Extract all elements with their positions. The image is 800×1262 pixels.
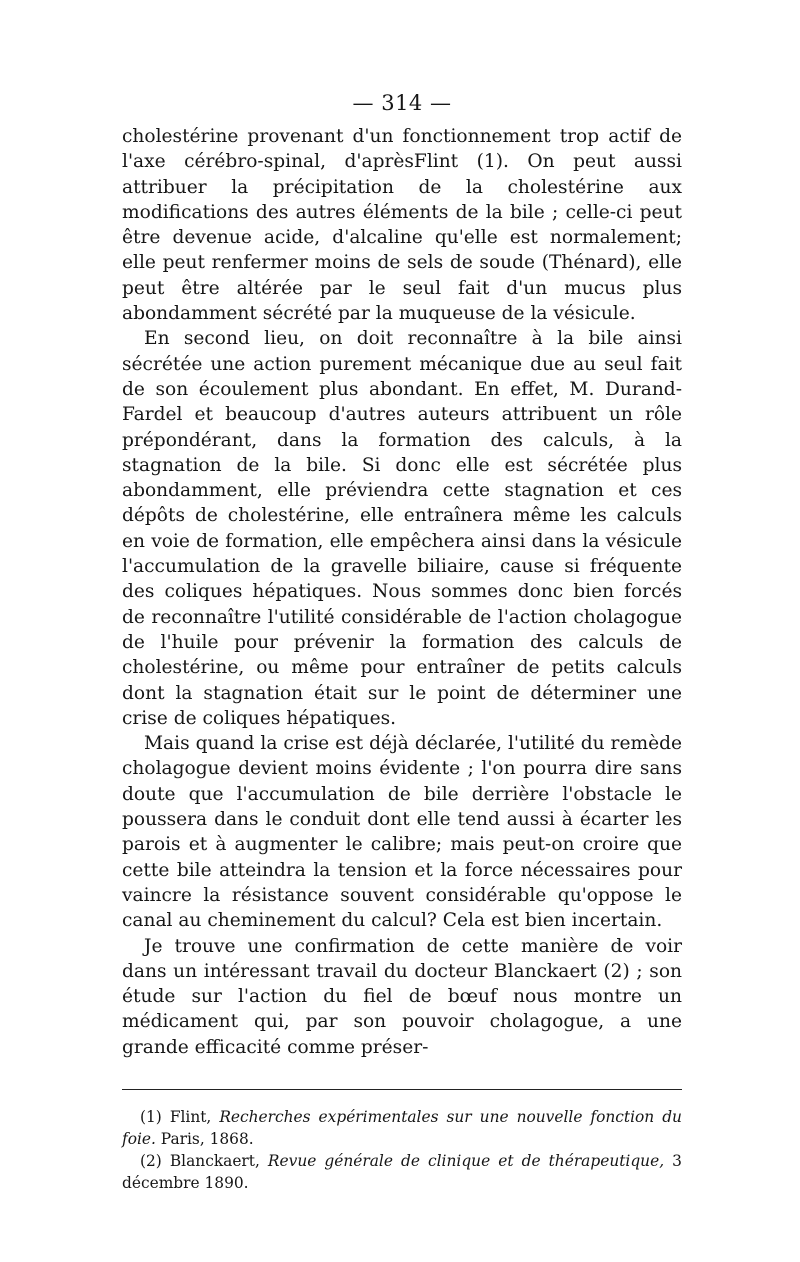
footnote-1 [122,1106,682,1150]
footnote-divider [122,1089,682,1090]
footnote-1-title: Recherches expérimentales sur une nouvelle fonction du foie. [122,1107,682,1148]
footnotes [122,1106,682,1194]
footnote-2-author: Blanckaert, [169,1151,260,1170]
paragraph-2: En second lieu, on doit reconnaître à la bile ainsi sécrétée une action purement mécanique due au seul fait de son écoulement plus abondant. En effet, M. Durand-Fardel et beaucoup d'autres auteurs attribuent un rôle prépondérant, dans la formation des calculs, à la stagnation de la bile. Si donc elle est sécrétée plus abondamment, elle préviendra cette stagnation et ces dépôts de cholestérine, elle entraînera même les calculs en voie de formation, elle empêchera ainsi dans la vésicule l'accumulation de la gravelle biliaire, cause si fréquente des coliques hépatiques. Nous sommes donc bien forcés de reconnaître l'utilité considérable de l'action cholagogue de l'huile pour prévenir la formation des calculs de cholestérine, ou même pour entraîner de petits calculs dont la stagnation était sur le point de déterminer une crise de coliques hépatiques. [122,328,682,729]
footnote-2 [122,1150,682,1194]
paragraph-3: Mais quand la crise est déjà déclarée, l'utilité du remède cholagogue devient moins évidente ; l'on pourra dire sans doute que l'accumulation de bile derrière l'obstacle le poussera dans le conduit dont elle tend aussi à écarter les parois et à augmenter le calibre; mais peut-on croire que cette bile atteindra la tension et la force nécessaires pour vaincre la résistance souvent considérable qu'oppose le canal au cheminement du calcul? Cela est bien incertain. [122,733,682,932]
footnote-2-rest: 3 décembre 1890. [122,1151,682,1192]
footnote-1-rest: Paris, 1868. [160,1129,254,1148]
main-text [122,124,682,1060]
footnote-2-marker: (2) [140,1151,162,1170]
paragraph-4: Je trouve une confirmation de cette manière de voir dans un intéressant travail du docteur Blanckaert (2) ; son étude sur l'action du fiel de bœuf nous montre un médicament qui, par son pouvoir cholagogue, a une grande efficacité comme préser- [122,935,682,1058]
book-page [122,88,682,1194]
paragraph-1: cholestérine provenant d'un fonctionnement trop actif de l'axe cérébro-spinal, d'aprèsFlint (1). On peut aussi attribuer la précipitation de la cholestérine aux modifications des autres éléments de la bile ; celle-ci peut être devenue acide, d'alcaline qu'elle est normalement; elle peut renfermer moins de sels de soude (Thénard), elle peut être altérée par le seul fait d'un mucus plus abondamment sécrété par la muqueuse de la vésicule. [122,126,682,325]
footnote-1-marker: (1) [140,1107,162,1126]
page-number: — 314 — [352,91,452,115]
footnote-2-title: Revue générale de clinique et de thérapeutique, [267,1151,665,1170]
footnote-1-author: Flint, [169,1107,212,1126]
